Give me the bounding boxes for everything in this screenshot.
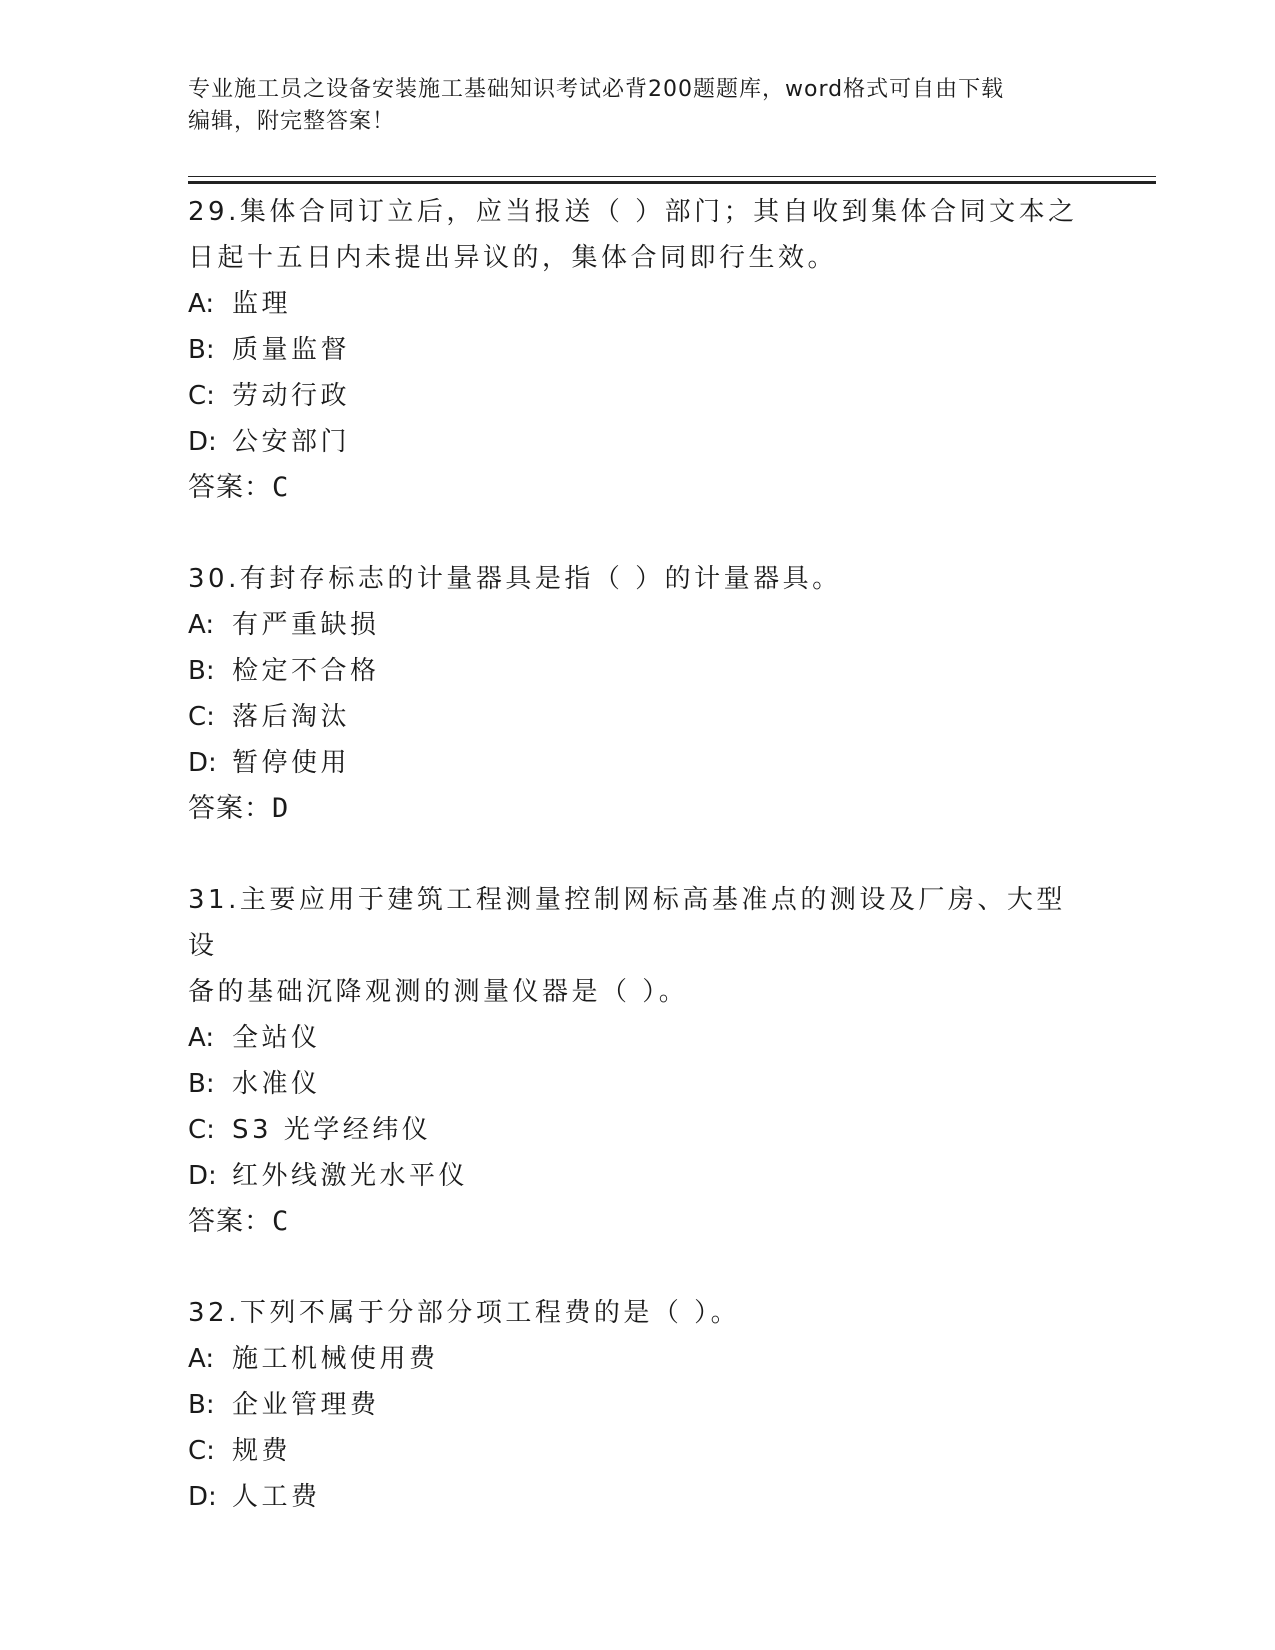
question-number: 32. [188, 1298, 240, 1328]
question-stem [188, 877, 1088, 969]
option-c [188, 1107, 1088, 1153]
option-letter: B: [188, 335, 215, 365]
question-number: 30. [188, 564, 240, 594]
answer-label: 答案： [188, 793, 272, 824]
option-text: 水准仪 [232, 1069, 321, 1099]
option-d [188, 740, 1088, 786]
answer-line [188, 1199, 1088, 1245]
question-stem [188, 1290, 1088, 1336]
option-text: 劳动行政 [232, 381, 351, 411]
question-text-line-2: 备的基础沉降观测的测量仪器是（ ）。 [188, 977, 689, 1007]
option-letter: D: [188, 427, 217, 457]
option-c [188, 694, 1088, 740]
option-letter: D: [188, 1482, 217, 1512]
option-letter: A: [188, 1023, 215, 1053]
option-a [188, 1336, 1088, 1382]
question-29 [188, 189, 1088, 511]
option-letter: A: [188, 1344, 215, 1374]
option-letter: A: [188, 610, 215, 640]
option-text: 落后淘汰 [232, 702, 351, 732]
option-letter: C: [188, 381, 215, 411]
option-text: 人工费 [232, 1482, 321, 1512]
answer-label: 答案： [188, 472, 272, 503]
question-number: 31. [188, 885, 240, 915]
question-stem [188, 556, 1088, 602]
question-30 [188, 556, 1088, 832]
option-b [188, 1382, 1088, 1428]
option-text: S3 光学经纬仪 [232, 1115, 432, 1145]
option-text: 有严重缺损 [232, 610, 380, 640]
option-d [188, 1153, 1088, 1199]
option-b [188, 327, 1088, 373]
question-number: 29. [188, 197, 240, 227]
option-letter: B: [188, 1069, 215, 1099]
option-text: 质量监督 [232, 335, 351, 365]
answer-value: C [272, 1206, 290, 1237]
option-text: 施工机械使用费 [232, 1344, 439, 1374]
option-letter: B: [188, 1390, 215, 1420]
answer-value: D [272, 793, 290, 824]
header-divider-thick [188, 181, 1156, 184]
question-text-line-1: 集体合同订立后，应当报送（ ）部门；其自收到集体合同文本之 [239, 197, 1078, 227]
option-text: 检定不合格 [232, 656, 380, 686]
answer-label: 答案： [188, 1206, 272, 1237]
header-divider-thin [188, 176, 1156, 177]
question-text-line-1: 主要应用于建筑工程测量控制网标高基准点的测设及厂房、大型设 [188, 885, 1066, 961]
option-a [188, 1015, 1088, 1061]
option-letter: A: [188, 289, 215, 319]
option-text: 监理 [232, 289, 292, 319]
option-letter: D: [188, 1161, 217, 1191]
option-d [188, 419, 1088, 465]
question-text-line-1: 下列不属于分部分项工程费的是（ ）。 [239, 1298, 741, 1328]
question-31 [188, 877, 1088, 1245]
answer-line [188, 465, 1088, 511]
option-text: 红外线激光水平仪 [232, 1161, 469, 1191]
option-c [188, 373, 1088, 419]
option-b [188, 1061, 1088, 1107]
option-text: 规费 [232, 1436, 292, 1466]
answer-value: C [272, 472, 290, 503]
option-text: 公安部门 [232, 427, 351, 457]
option-letter: C: [188, 1436, 215, 1466]
option-a [188, 281, 1088, 327]
option-letter: B: [188, 656, 215, 686]
question-stem [188, 189, 1088, 235]
document-header [188, 74, 1068, 138]
answer-line [188, 786, 1088, 832]
option-a [188, 602, 1088, 648]
option-text: 企业管理费 [232, 1390, 380, 1420]
header-line-1: 专业施工员之设备安装施工基础知识考试必背200题题库，word格式可自由下载 [188, 77, 1005, 102]
option-b [188, 648, 1088, 694]
option-letter: C: [188, 702, 215, 732]
header-line-2: 编辑，附完整答案！ [188, 109, 396, 134]
question-text-line-1: 有封存标志的计量器具是指（ ）的计量器具。 [239, 564, 842, 594]
option-d [188, 1474, 1088, 1520]
option-text: 暂停使用 [232, 748, 351, 778]
question-32 [188, 1290, 1088, 1520]
option-letter: C: [188, 1115, 215, 1145]
question-list [188, 189, 1088, 1565]
option-text: 全站仪 [232, 1023, 321, 1053]
question-text-line-2: 日起十五日内未提出异议的，集体合同即行生效。 [188, 243, 838, 273]
option-letter: D: [188, 748, 217, 778]
option-c [188, 1428, 1088, 1474]
